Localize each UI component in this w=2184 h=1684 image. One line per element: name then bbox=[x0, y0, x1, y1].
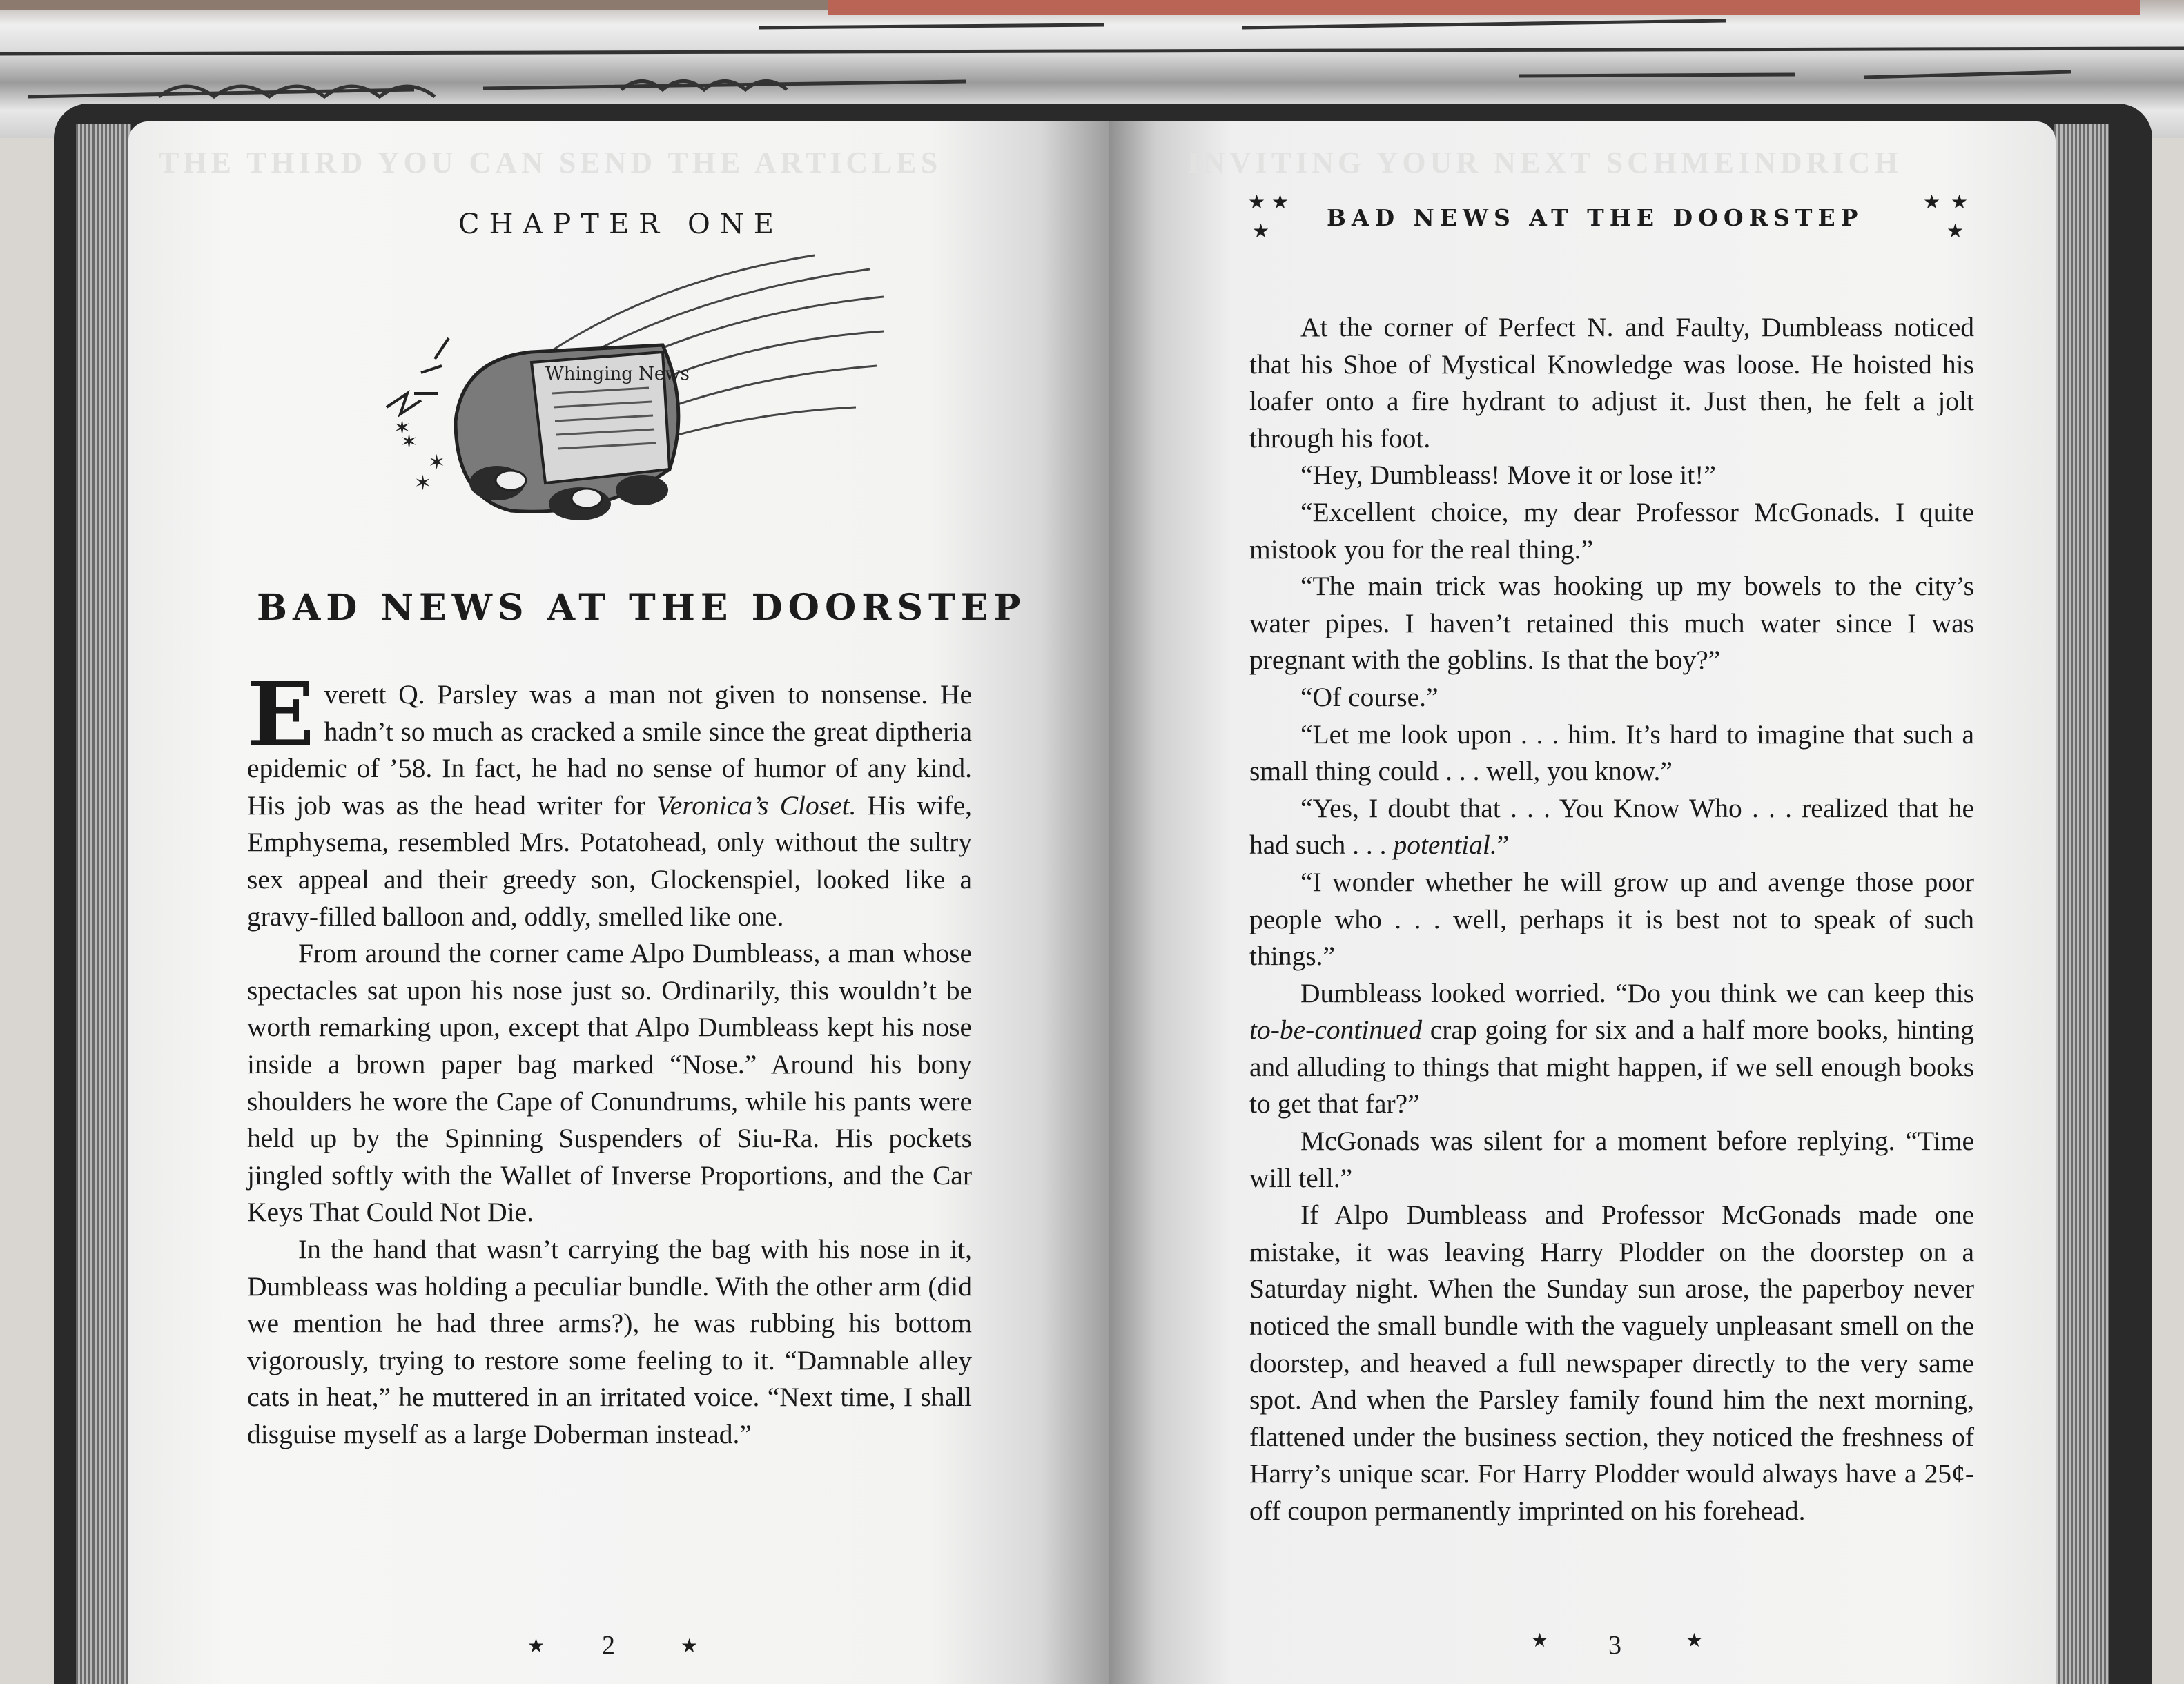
paragraph: From around the corner came Alpo Dumbleass, a man whose spectacles sat upon his nose just so. Ordinarily, this wouldn’t be worth remarking upon, except that Alpo Dumbleass kept his nose inside a brown paper bag marked “Nose.” Around his bony shoulders he wore the Cape of Conundrums, while his pants were held up by the Spinning Suspenders of Siu-Ra. His pockets jingled softly with the Wallet of Inverse Proportions, and the Car Keys That Could Not Die. bbox=[247, 938, 972, 1228]
header-ornament: ★ bbox=[1248, 190, 1266, 213]
show-title: Veronica’s Closet. bbox=[656, 790, 857, 821]
page-edges-right bbox=[2054, 124, 2109, 1684]
folio-ornament: ★ bbox=[1531, 1629, 1549, 1652]
show-through-header-right: INVITING YOUR NEXT SCHMEINDRICH bbox=[1187, 146, 1902, 179]
running-head: BAD NEWS AT THE DOORSTEP bbox=[1327, 204, 1864, 231]
chapter-label: CHAPTER ONE bbox=[458, 208, 783, 240]
paragraph: In the hand that wasn’t carrying the bag with his nose in it, Dumbleass was holding a peculiar bundle. With the other arm (did we mention he had three arms?), he was rubbing his bottom vigorously, trying to restore some feeling to it. “Damnable alley cats in heat,” he muttered in an irritated voice. “Next time, I shall disguise myself as a large Doberman instead.” bbox=[247, 1233, 972, 1449]
paragraph: “I wonder whether he will grow up and avenge those poor people who . . . well, perhaps it is best not to speak of such things.” bbox=[1249, 866, 1974, 972]
header-ornament: ★ bbox=[1252, 219, 1270, 242]
paragraph-text: crap going for six and a half more books, hinting and alluding to things that might happen, if we sell enough books to get that far?” bbox=[1249, 1015, 1974, 1119]
page-number: 3 bbox=[1608, 1631, 1621, 1660]
paragraph bbox=[247, 663, 973, 935]
paragraph: McGonads was silent for a moment before replying. “Time will tell.” bbox=[1249, 1126, 1974, 1193]
svg-text:✶: ✶ bbox=[400, 430, 418, 454]
paragraph-text: verett Q. Parsley was a man not given to nonsense. He hadn’t so much as cracked a smile since the great diptheria epidemic of ’58. In fact, he had no sense of humor of any kind. His job was as the head writer for bbox=[247, 679, 972, 821]
right-page-text bbox=[1249, 309, 1974, 1530]
paragraph-text: “Yes, I doubt that . . . You Know Who . . . realized that he had such . . . bbox=[1249, 792, 1974, 861]
newspaper-masthead: Whinging News bbox=[545, 364, 690, 384]
paragraph-text: Dumbleass looked worried. “Do you think we can keep this bbox=[1300, 977, 1974, 1008]
left-page-text bbox=[247, 663, 973, 1453]
header-ornament: ★ bbox=[1923, 190, 1941, 213]
drop-cap: E bbox=[247, 663, 315, 767]
paragraph: At the corner of Perfect N. and Faulty, Dumbleass noticed that his Shoe of Mystical Knowledge was loose. He hoisted his loafer onto a fire hydrant to adjust it. Just then, he felt a jolt through his foot. bbox=[1249, 312, 1974, 453]
svg-text:✶: ✶ bbox=[414, 471, 432, 496]
paragraph: “Of course.” bbox=[1300, 681, 1439, 712]
folio-ornament: ★ bbox=[1686, 1629, 1704, 1652]
emphasis: potential. bbox=[1393, 830, 1497, 861]
chapter-title: BAD NEWS AT THE DOORSTEP bbox=[257, 587, 1026, 629]
paragraph: “Excellent choice, my dear Professor McGonads. I quite mistook you for the real thing.” bbox=[1249, 496, 1974, 565]
folio-ornament: ★ bbox=[527, 1634, 545, 1657]
header-ornament: ★ bbox=[1271, 190, 1289, 213]
newspaper-hitting-bundle-illustration bbox=[373, 242, 897, 552]
show-through-header-left: THE THIRD YOU CAN SEND THE ARTICLES bbox=[159, 146, 942, 179]
page-edges-left bbox=[76, 124, 131, 1684]
header-ornament: ★ bbox=[1947, 219, 1964, 242]
svg-text:✶: ✶ bbox=[428, 451, 446, 475]
page-number: 2 bbox=[602, 1631, 615, 1660]
paragraph: “Hey, Dumbleass! Move it or lose it!” bbox=[1300, 460, 1716, 491]
emphasis: to-be-continued bbox=[1249, 1015, 1423, 1046]
paragraph: If Alpo Dumbleass and Professor McGonads made one mistake, it was leaving Harry Plodder on the doorstep on a Saturday night. When the Sunday sun arose, the paperboy never noticed the small bundle with the vaguely unpleasant smell on the doorstep, and heaved a full newspaper directly to the very same spot. And when the Parsley family found him the next morning, flattened under the business section, they noticed the freshness of Harry’s unique scar. For Harry Plodder would always have a 25¢-off coupon permanently imprinted on his forehead. bbox=[1249, 1200, 1974, 1526]
paragraph-text: ” bbox=[1496, 830, 1510, 861]
paragraph bbox=[1249, 975, 1974, 1123]
paragraph: “Let me look upon . . . him. It’s hard to imagine that such a small thing could . . . well, you know.” bbox=[1249, 718, 1974, 787]
paragraph-text: His wife, Emphysema, resembled Mrs. Potatohead, only without the sultry sex appeal and their greedy son, Glockenspiel, looked like a gravy-filled balloon and, oddly, smelled like one. bbox=[247, 790, 973, 932]
folio-ornament: ★ bbox=[681, 1634, 699, 1657]
svg-text:✶: ✶ bbox=[393, 416, 411, 440]
header-ornament: ★ bbox=[1951, 190, 1969, 213]
paragraph bbox=[1249, 790, 1974, 864]
paragraph: “The main trick was hooking up my bowels to the city’s water pipes. I haven’t retained this much water since I was pregnant with the goblins. Is that the boy?” bbox=[1249, 571, 1974, 676]
